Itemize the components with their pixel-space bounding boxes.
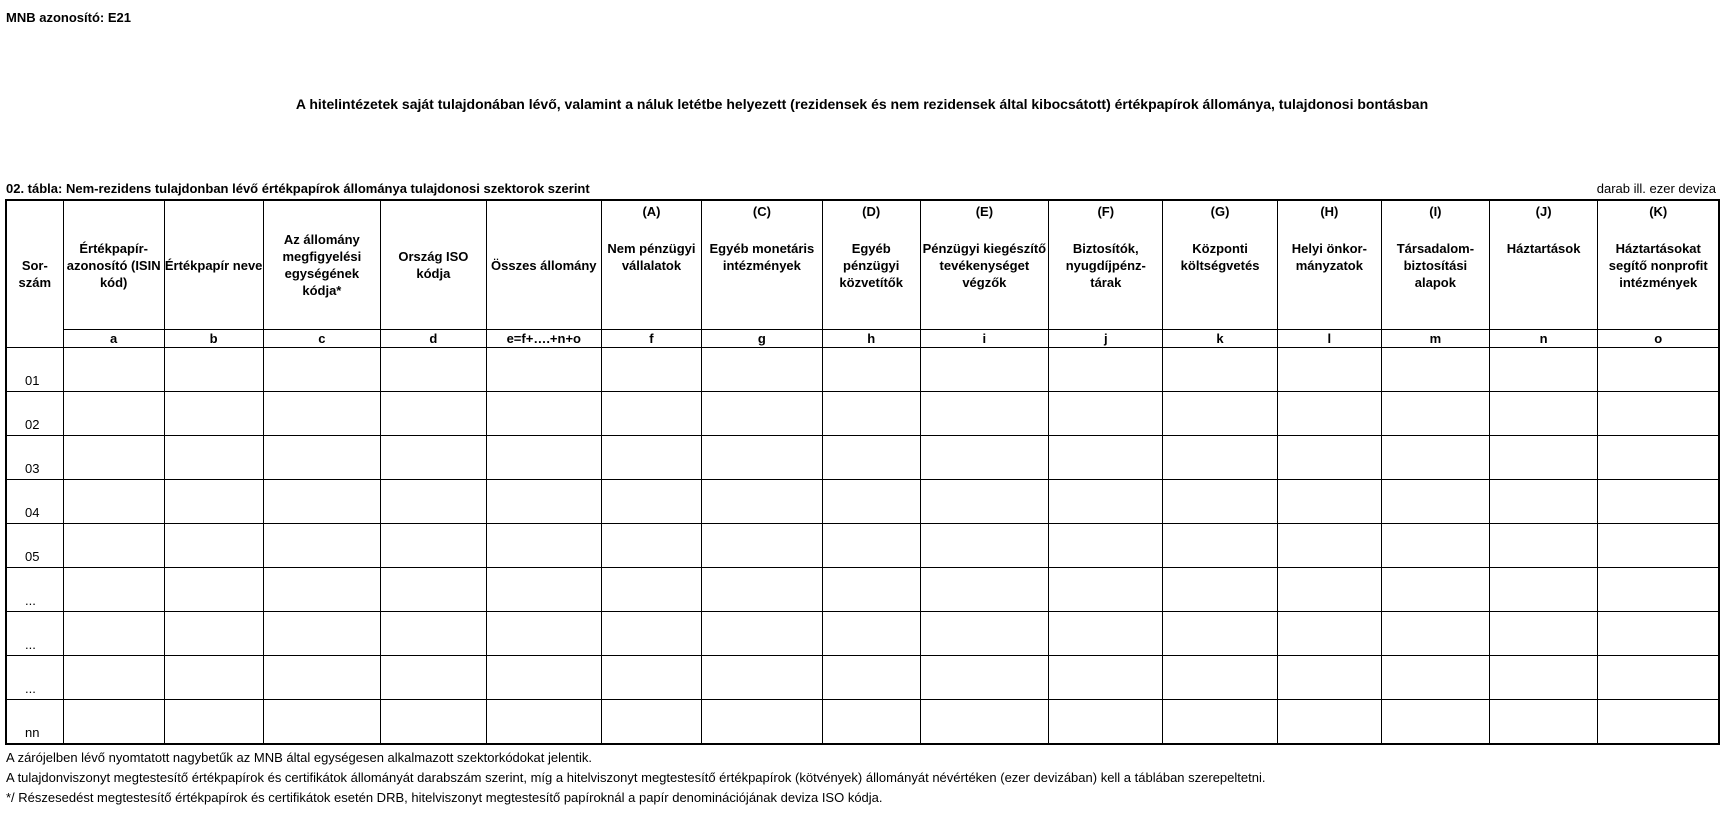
table-cell[interactable] bbox=[1598, 524, 1719, 568]
table-row bbox=[6, 568, 1719, 612]
sector-code: (K) bbox=[1649, 204, 1668, 219]
table-cell[interactable] bbox=[1382, 480, 1490, 524]
table-cell[interactable] bbox=[486, 612, 601, 656]
table-cell[interactable] bbox=[381, 348, 486, 392]
row-number: 02 bbox=[6, 392, 63, 436]
table-cell[interactable] bbox=[1382, 524, 1490, 568]
table-row bbox=[6, 348, 1719, 392]
table-cell[interactable] bbox=[601, 392, 701, 436]
table-cell[interactable] bbox=[920, 524, 1049, 568]
column-header-c bbox=[263, 200, 381, 330]
unit-note: darab ill. ezer deviza bbox=[1596, 181, 1716, 196]
table-cell[interactable] bbox=[1489, 524, 1598, 568]
table-cell[interactable] bbox=[263, 348, 381, 392]
table-cell[interactable] bbox=[263, 612, 381, 656]
table-cell[interactable] bbox=[1489, 612, 1598, 656]
table-cell[interactable] bbox=[381, 480, 486, 524]
column-header-k bbox=[1163, 200, 1277, 330]
column-label: Társadalom-biztosítási alapok bbox=[1396, 241, 1475, 290]
table-cell[interactable] bbox=[1598, 568, 1719, 612]
table-row bbox=[6, 436, 1719, 480]
column-letter: l bbox=[1277, 330, 1381, 348]
sector-code: (G) bbox=[1210, 204, 1230, 219]
table-cell[interactable] bbox=[701, 568, 822, 612]
sector-code: (H) bbox=[1320, 204, 1339, 219]
column-label: Az állomány megfigyelési egységének kódja* bbox=[282, 232, 362, 298]
column-label: Értékpapír-azonosító (ISIN kód) bbox=[66, 240, 161, 290]
table-cell[interactable] bbox=[1277, 656, 1381, 700]
table-cell[interactable] bbox=[1277, 524, 1381, 568]
sector-code: (F) bbox=[1097, 204, 1115, 219]
table-cell[interactable] bbox=[381, 568, 486, 612]
column-label: Ország ISO kódja bbox=[398, 249, 469, 281]
table-cell[interactable] bbox=[486, 656, 601, 700]
column-letter: c bbox=[263, 330, 381, 348]
table-cell[interactable] bbox=[63, 436, 164, 480]
table-cell[interactable] bbox=[822, 568, 920, 612]
table-cell[interactable] bbox=[1277, 700, 1381, 745]
table-cell[interactable] bbox=[920, 700, 1049, 745]
column-letter: h bbox=[822, 330, 920, 348]
table-cell[interactable] bbox=[263, 480, 381, 524]
table-cell[interactable] bbox=[701, 392, 822, 436]
table-cell[interactable] bbox=[1163, 656, 1277, 700]
table-cell[interactable] bbox=[1277, 480, 1381, 524]
footnote-unit-code: */ Részesedést megtestesítő értékpapírok és certifikátok esetén DRB, hitelviszonyt megtestesítő papíroknál a papír denominációjának deviza ISO kódja. bbox=[6, 790, 883, 805]
table-cell[interactable] bbox=[822, 612, 920, 656]
table-cell[interactable] bbox=[63, 700, 164, 745]
column-letter: o bbox=[1598, 330, 1719, 348]
table-row bbox=[6, 656, 1719, 700]
table-cell[interactable] bbox=[263, 524, 381, 568]
column-header-sorszam bbox=[6, 200, 63, 348]
ownership-table bbox=[5, 199, 1720, 745]
table-cell[interactable] bbox=[601, 612, 701, 656]
row-number: nn bbox=[6, 700, 63, 745]
column-label: Helyi önkor-mányzatok bbox=[1291, 241, 1367, 273]
table-cell[interactable] bbox=[1163, 700, 1277, 745]
table-cell[interactable] bbox=[1598, 348, 1719, 392]
column-letter: g bbox=[701, 330, 822, 348]
table-cell[interactable] bbox=[486, 392, 601, 436]
table-cell[interactable] bbox=[920, 568, 1049, 612]
table-body bbox=[6, 348, 1719, 745]
table-cell[interactable] bbox=[1598, 700, 1719, 745]
column-letter: i bbox=[920, 330, 1049, 348]
table-cell[interactable] bbox=[601, 656, 701, 700]
table-cell[interactable] bbox=[1163, 348, 1277, 392]
column-letter: n bbox=[1489, 330, 1598, 348]
column-header-m bbox=[1382, 200, 1490, 330]
table-cell[interactable] bbox=[822, 348, 920, 392]
table-row bbox=[6, 612, 1719, 656]
table-cell[interactable] bbox=[63, 348, 164, 392]
table-cell[interactable] bbox=[381, 392, 486, 436]
column-label: Háztartásokat segítő nonprofit intézmények bbox=[1608, 241, 1708, 290]
table-title: 02. tábla: Nem-rezidens tulajdonban lévő értékpapírok állománya tulajdonosi szektorok szerint bbox=[6, 181, 590, 196]
table-cell[interactable] bbox=[1277, 568, 1381, 612]
table-row bbox=[6, 392, 1719, 436]
table-cell[interactable] bbox=[164, 392, 263, 436]
table-cell[interactable] bbox=[1049, 612, 1163, 656]
table-cell[interactable] bbox=[1598, 392, 1719, 436]
table-cell[interactable] bbox=[1049, 480, 1163, 524]
table-cell[interactable] bbox=[1489, 392, 1598, 436]
table-row bbox=[6, 700, 1719, 745]
row-number: 01 bbox=[6, 348, 63, 392]
table-cell[interactable] bbox=[1277, 436, 1381, 480]
row-number: 04 bbox=[6, 480, 63, 524]
table-cell[interactable] bbox=[486, 348, 601, 392]
column-header-h bbox=[822, 200, 920, 330]
column-letter: f bbox=[601, 330, 701, 348]
table-cell[interactable] bbox=[164, 348, 263, 392]
row-number: 05 bbox=[6, 524, 63, 568]
table-cell[interactable] bbox=[601, 436, 701, 480]
table-cell[interactable] bbox=[63, 656, 164, 700]
column-label: Egyéb monetáris intézmények bbox=[709, 241, 815, 273]
table-cell[interactable] bbox=[263, 700, 381, 745]
row-number: ... bbox=[6, 656, 63, 700]
column-label: Biztosítók, nyugdíjpénz-tárak bbox=[1065, 241, 1146, 290]
column-header-i bbox=[920, 200, 1049, 330]
table-cell[interactable] bbox=[63, 524, 164, 568]
table-cell[interactable] bbox=[1598, 436, 1719, 480]
row-number: ... bbox=[6, 568, 63, 612]
table-cell[interactable] bbox=[63, 612, 164, 656]
table-cell[interactable] bbox=[164, 612, 263, 656]
sector-code: (A) bbox=[642, 204, 661, 219]
table-cell[interactable] bbox=[1163, 568, 1277, 612]
column-header-e bbox=[486, 200, 601, 330]
table-cell[interactable] bbox=[701, 480, 822, 524]
sector-code: (E) bbox=[975, 204, 994, 219]
sector-code: (I) bbox=[1429, 204, 1442, 219]
column-header-d bbox=[381, 200, 486, 330]
table-cell[interactable] bbox=[920, 436, 1049, 480]
table-cell[interactable] bbox=[381, 612, 486, 656]
table-cell[interactable] bbox=[263, 392, 381, 436]
table-cell[interactable] bbox=[1598, 656, 1719, 700]
row-number: 03 bbox=[6, 436, 63, 480]
table-cell[interactable] bbox=[701, 348, 822, 392]
table-cell[interactable] bbox=[164, 700, 263, 745]
column-header-l bbox=[1277, 200, 1381, 330]
table-cell[interactable] bbox=[701, 700, 822, 745]
header-row bbox=[6, 200, 1719, 330]
column-header-f bbox=[601, 200, 701, 330]
column-header-j bbox=[1049, 200, 1163, 330]
table-cell[interactable] bbox=[1163, 436, 1277, 480]
table-cell[interactable] bbox=[701, 612, 822, 656]
table-cell[interactable] bbox=[1489, 436, 1598, 480]
table-cell[interactable] bbox=[1382, 392, 1490, 436]
table-cell[interactable] bbox=[1049, 568, 1163, 612]
table-cell[interactable] bbox=[822, 436, 920, 480]
table-cell[interactable] bbox=[1489, 656, 1598, 700]
column-header-a bbox=[63, 200, 164, 330]
table-cell[interactable] bbox=[1049, 392, 1163, 436]
column-label: Sor-szám bbox=[18, 258, 52, 290]
footnote-valuation: A tulajdonviszonyt megtestesítő értékpapírok és certifikátok állományát darabszám szerint, míg a hitelviszonyt megtestesítő értékpapírok (kötvények) állományát névértéken (ezer devizában) kell a táblában szerepeltetni. bbox=[6, 770, 1266, 785]
row-number: ... bbox=[6, 612, 63, 656]
column-label: Háztartások bbox=[1506, 241, 1581, 256]
table-cell[interactable] bbox=[1382, 568, 1490, 612]
table-cell[interactable] bbox=[822, 392, 920, 436]
mnb-identifier: MNB azonosító: E21 bbox=[6, 10, 131, 25]
table-cell[interactable] bbox=[263, 656, 381, 700]
table-cell[interactable] bbox=[486, 436, 601, 480]
table-cell[interactable] bbox=[1382, 436, 1490, 480]
table-cell[interactable] bbox=[381, 700, 486, 745]
table-cell[interactable] bbox=[920, 480, 1049, 524]
table-cell[interactable] bbox=[1049, 524, 1163, 568]
table-cell[interactable] bbox=[601, 700, 701, 745]
table-cell[interactable] bbox=[1277, 392, 1381, 436]
table-cell[interactable] bbox=[164, 524, 263, 568]
table-cell[interactable] bbox=[1277, 612, 1381, 656]
table-cell[interactable] bbox=[381, 436, 486, 480]
table-cell[interactable] bbox=[1489, 480, 1598, 524]
table-cell[interactable] bbox=[822, 480, 920, 524]
table-cell[interactable] bbox=[1489, 348, 1598, 392]
table-cell[interactable] bbox=[601, 524, 701, 568]
column-letter: e=f+….+n+o bbox=[486, 330, 601, 348]
column-letter: k bbox=[1163, 330, 1277, 348]
column-header-b bbox=[164, 200, 263, 330]
column-letter: d bbox=[381, 330, 486, 348]
column-letter: m bbox=[1382, 330, 1490, 348]
column-letter: j bbox=[1049, 330, 1163, 348]
column-letter-row bbox=[6, 330, 1719, 348]
table-cell[interactable] bbox=[1382, 656, 1490, 700]
sector-code: (J) bbox=[1535, 204, 1552, 219]
table-row bbox=[6, 524, 1719, 568]
table-cell[interactable] bbox=[263, 568, 381, 612]
table-cell[interactable] bbox=[1163, 612, 1277, 656]
page-title: A hitelintézetek saját tulajdonában lévő, valamint a náluk letétbe helyezett (rezidensek és nem rezidensek által kibocsátott) értékpapírok állománya, tulajdonosi bontásban bbox=[295, 96, 1429, 112]
footnote-sector-codes: A zárójelben lévő nyomtatott nagybetűk az MNB által egységesen alkalmazott szektorkódokat jelentik. bbox=[6, 750, 593, 765]
column-letter: b bbox=[164, 330, 263, 348]
table-cell[interactable] bbox=[164, 480, 263, 524]
table-cell[interactable] bbox=[381, 656, 486, 700]
table-cell[interactable] bbox=[1163, 480, 1277, 524]
table-row bbox=[6, 480, 1719, 524]
table-cell[interactable] bbox=[486, 524, 601, 568]
column-letter: a bbox=[63, 330, 164, 348]
table-cell[interactable] bbox=[164, 656, 263, 700]
table-cell[interactable] bbox=[1049, 700, 1163, 745]
table-cell[interactable] bbox=[1598, 480, 1719, 524]
table-cell[interactable] bbox=[822, 700, 920, 745]
table-cell[interactable] bbox=[920, 348, 1049, 392]
table-cell[interactable] bbox=[822, 656, 920, 700]
column-label: Egyéb pénzügyi közvetítők bbox=[839, 241, 903, 290]
table-cell[interactable] bbox=[486, 568, 601, 612]
column-label: Nem pénzügyi vállalatok bbox=[607, 241, 696, 273]
table-cell[interactable] bbox=[164, 436, 263, 480]
table-cell[interactable] bbox=[63, 392, 164, 436]
table-cell[interactable] bbox=[920, 392, 1049, 436]
table-cell[interactable] bbox=[601, 568, 701, 612]
column-header-n bbox=[1489, 200, 1598, 330]
column-label: Pénzügyi kiegészítő tevékenységet végzők bbox=[922, 241, 1047, 290]
column-label: Központi költségvetés bbox=[1180, 241, 1260, 273]
table-cell[interactable] bbox=[701, 524, 822, 568]
table-cell[interactable] bbox=[701, 436, 822, 480]
table-cell[interactable] bbox=[822, 524, 920, 568]
sector-code: (C) bbox=[752, 204, 771, 219]
table-cell[interactable] bbox=[1489, 700, 1598, 745]
table-cell[interactable] bbox=[263, 436, 381, 480]
sector-code: (D) bbox=[862, 204, 881, 219]
footnotes bbox=[6, 748, 1265, 808]
table-cell[interactable] bbox=[601, 480, 701, 524]
column-label: Összes állomány bbox=[491, 257, 597, 273]
table-cell[interactable] bbox=[1382, 612, 1490, 656]
table-cell[interactable] bbox=[1489, 568, 1598, 612]
table-cell[interactable] bbox=[1049, 656, 1163, 700]
table-cell[interactable] bbox=[701, 656, 822, 700]
table-cell[interactable] bbox=[1049, 436, 1163, 480]
table-cell[interactable] bbox=[1163, 392, 1277, 436]
column-label: Értékpapír neve bbox=[164, 257, 263, 273]
column-header-o bbox=[1598, 200, 1719, 330]
table-cell[interactable] bbox=[601, 348, 701, 392]
table-cell[interactable] bbox=[1277, 348, 1381, 392]
table-cell[interactable] bbox=[63, 480, 164, 524]
table-cell[interactable] bbox=[1598, 612, 1719, 656]
table-cell[interactable] bbox=[1163, 524, 1277, 568]
table-cell[interactable] bbox=[1382, 348, 1490, 392]
table-cell[interactable] bbox=[1382, 700, 1490, 745]
table-cell[interactable] bbox=[486, 700, 601, 745]
table-cell[interactable] bbox=[164, 568, 263, 612]
table-cell[interactable] bbox=[920, 612, 1049, 656]
table-cell[interactable] bbox=[381, 524, 486, 568]
table-cell[interactable] bbox=[63, 568, 164, 612]
table-cell[interactable] bbox=[1049, 348, 1163, 392]
column-header-g bbox=[701, 200, 822, 330]
table-cell[interactable] bbox=[920, 656, 1049, 700]
table-cell[interactable] bbox=[486, 480, 601, 524]
